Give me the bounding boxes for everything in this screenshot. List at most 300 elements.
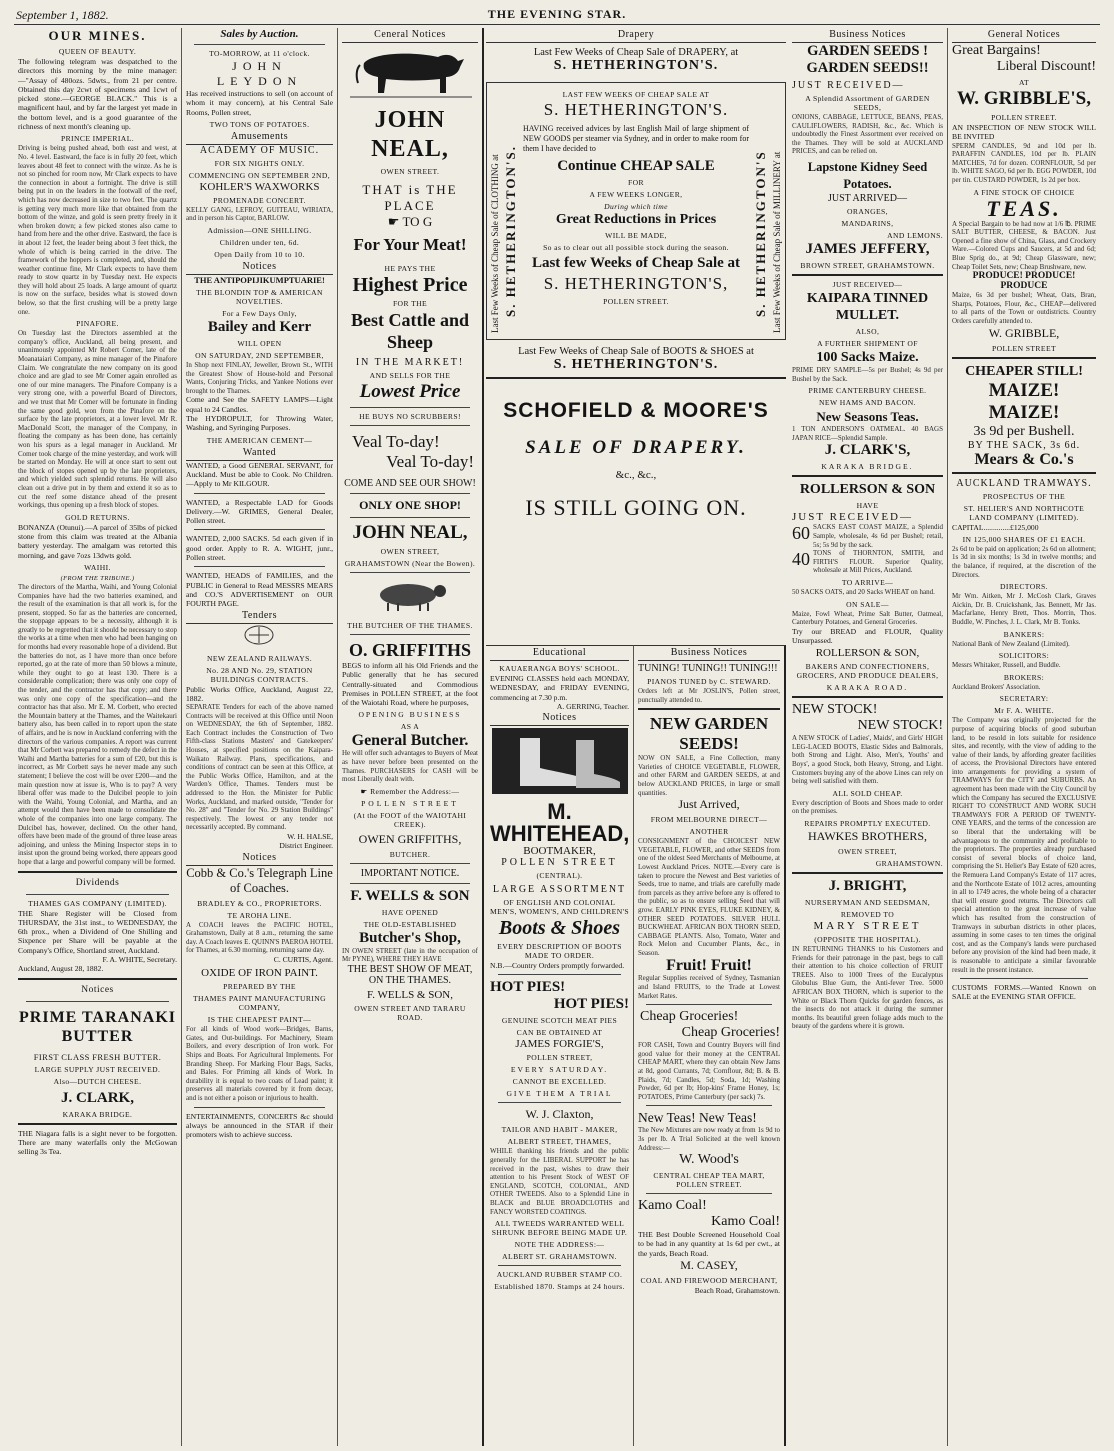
rubber-stamp: AUCKLAND RUBBER STAMP CO. — [496, 1270, 623, 1280]
pointing-hand-icon-2: ☛ — [360, 786, 371, 796]
hetherington-left: S. HETHERINGTON'S. — [503, 145, 518, 317]
candles-list: SPERM CANDLES, 9d and 10d per lb. PARAFFIN CANDLES, 10d per lb. PLAIN MATCHES, 7d for dozen. CORNFLOUR, 5d per lb. WHITE SAGO, 6d per lb. EGG POWDER, 10d per tin. CUSTARD POWDER, 1s 2d per box. — [952, 141, 1096, 184]
column-business-2 — [634, 645, 786, 1446]
large-assortment: LARGE ASSORTMENT — [492, 884, 627, 896]
karaka-bridge: KARAKA BRIDGE. — [62, 1109, 133, 1119]
engineer: District Engineer. — [279, 841, 333, 851]
clear-stock: So as to clear out all possible stock during the season. — [543, 243, 729, 252]
business-header-2: Business Notices — [638, 646, 780, 661]
nz-railways: NEW ZEALAND RAILWAYS. — [206, 653, 313, 663]
new-teas: New Teas! New Teas! — [638, 1110, 757, 1126]
oranges: ORANGES, — [847, 206, 888, 216]
veal-1: Veal To-day! — [352, 432, 440, 451]
albert-grahamstown: ALBERT ST. GRAHAMSTOWN. — [502, 1252, 617, 1262]
railway-crest-icon — [186, 624, 332, 646]
wanted-2: WANTED, a Respectable LAD for Goods Delivery.—W. GRIMES, General Dealer, Pollen street. — [186, 497, 333, 526]
waihi-text: The directors of the Martha, Waihi, and Young Colonial Companies have had the two batteries examined, and the result of the examination is that all work is, for the present, stopped. So far as the batteries are concerned, the stoppage appears to be a necessity, although it is greatly to be regretted that it should be necessary to stop the works at a time when men who had been hanging on for months had every reasonable hope of a dividend. But the batteries do not, as I have more than once before reported, go at the rate of more than 50 blows a minute, while they ought to go at least 130. There is a considerable complication; there was only one copy of the tender, and the contractor has that copy; and there was only one copy of the specification—and the contractor has that also. Mr E. M. Corbett, who erected the Mountain battery at the Thames, and the Waitekauri battery also, has been called in to report upon the state of affairs, and he is now in Auckland conferring with the directors of the various companies. A report was current that Mr Corbett was prepared to remedy the defect in the Waihi and Martha batteries for a sum of £20, but this is incorrect, as Mr Corbett says he never made any such statement; I believe the cost will be over £200—and the main question now at issue is, Who is to pay? A very liberal offer was made to the Dulcibel people to join with the Waihi, Young Colonial, and Martha, and an attempt would then have been made to consolidate the whole of the companies into one large company. The Dulcibel has, however, declined. On the other hand, offers have been made of the ground of three lease areas adjoining, and unless the Mining Inspector steps in to insist upon the ground being worked, there appears good hope that a large and powerful company will be formed. — [18, 582, 178, 866]
woods: W. Wood's — [679, 1152, 739, 1168]
pollen-street-d: POLLEN STREET. — [603, 297, 669, 306]
solicitor-names: Messrs Whitaker, Russell, and Buddle. — [952, 661, 1061, 670]
to-arrive: TO ARRIVE— — [841, 577, 894, 587]
gerring: A. GERRING, Teacher. — [556, 701, 629, 711]
hams-bacon: NEW HAMS AND BACON. — [819, 398, 916, 408]
tender-text: SEPARATE Tenders for each of the above named Contracts will be received at this Office until Noon on WEDNESDAY, the 6th of September, 1882. Each Contract includes the Construction of Two Fifth-class Stations Masters' and Gatekeepers' Houses, at specified positions on the Kaipara-Waikato Railway. Plans, specifications, and conditions of contract can be seen at this Office, at the Public Works Office, Hamilton, and at the Warden's Office, Thames. Tenders must be addressed to the Hon. the Minister for Public Works, Auckland, and marked outside, "Tender for No. 28" and "Tender for No. 29 Station Buildings" respectively. The lowest or any tender not necessarily accepted. By command. — [186, 703, 333, 832]
foot-creek: (At the FOOT of the WAIOTAHI CREEK). — [353, 810, 467, 829]
arrive-text: 50 SACKS OATS, and 20 Sacks WHEAT on hand. — [792, 587, 935, 596]
grahamstown: GRAHAMSTOWN (Near the Bowen). — [344, 559, 476, 568]
fine-stock: A FINE STOCK OF CHOICE — [973, 187, 1075, 197]
wells-son-2: F. WELLS & SON, — [366, 989, 453, 1002]
butcher-thames: THE BUTCHER OF THE THAMES. — [347, 621, 473, 630]
column-general — [338, 28, 484, 1446]
cheap-groceries: Cheap Groceries! — [640, 1009, 739, 1025]
etc: &c., &c., — [615, 469, 657, 481]
albert-street: ALBERT STREET, THAMES, — [507, 1137, 612, 1147]
fa-white: Mr F. A. WHITE. — [994, 706, 1054, 716]
capital: CAPITAL..............£125,000 — [952, 522, 1039, 532]
rollerson: ROLLERSON & SON — [799, 482, 936, 498]
te-aroha: TE AROHA LINE. — [227, 910, 292, 920]
opening-business: OPENING BUSINESS — [358, 710, 462, 720]
gribble-2: W. GRIBBLE, — [988, 325, 1060, 340]
sheep-icon — [342, 577, 480, 613]
by-sack: BY THE SACK, 3s 6d. — [967, 439, 1081, 451]
commencing: COMMENCING ON SEPTEMBER 2ND, — [188, 170, 331, 180]
pinafore-heading: PINAFORE. — [76, 319, 119, 329]
owen-griffiths: OWEN GRIFFITHS, — [358, 831, 462, 846]
having-text: HAVING received advices by last English Mail of large shipment of NEW GOODS per steamer via Sydney, and in order to make room for them I have decided to — [523, 124, 749, 153]
in-market: IN THE MARKET! — [355, 357, 465, 368]
entertainments: ENTERTAINMENTS, CONCERTS &c should always be announced in the STAR if their promoters wish to achieve success. — [186, 1111, 333, 1140]
evening-classes: EVENING CLASSES held each MONDAY, WEDNESDAY, and FRIDAY EVENING, commencing at 7.30 p.m. — [490, 674, 629, 702]
veal-2: Veal To-day! — [386, 452, 474, 471]
oxide-paint: OXIDE OF IRON PAINT. — [201, 967, 318, 980]
great-bargains: Great Bargains! — [952, 43, 1041, 58]
splendid: A Splendid Assortment of GARDEN SEEDS, — [805, 94, 930, 112]
gas-text: THE Share Register will be Closed from THURSDAY, the 31st inst., to WEDNESDAY, the 6th prox., when a Dividend of One Shilling and Sixpence per Share will be payable at the Company's Office, Shortland street, Auckland. — [18, 908, 177, 955]
on-sale-text: Maize, Fowl Wheat, Prime Salt Butter, Oatmeal, Canterbury Potatoes, and General Groceries. — [792, 609, 943, 627]
hospital: (OPPOSITE THE HOSPITAL). — [814, 935, 921, 945]
last-cheap: Last few Weeks of Cheap Sale at — [531, 255, 741, 271]
for-the: FOR THE — [392, 299, 428, 308]
also: ALSO, — [855, 326, 880, 336]
will-be-made: WILL BE MADE, — [605, 231, 667, 240]
tomorrow: TO-MORROW, at 11 o'clock. — [209, 49, 310, 58]
new-seasons-teas: New Seasons Teas. — [816, 409, 919, 425]
pollen-street: POLLEN STREET — [361, 798, 459, 808]
station-contracts: No. 28 AND No. 29, STATION BUILDINGS CONTRACTS. — [206, 665, 313, 684]
kaipara: KAIPARA TINNED MULLET. — [806, 290, 929, 323]
hot-pies-2: HOT PIES! — [553, 996, 629, 1013]
niagara-text: THE Niagara falls is a sight never to be forgotten. There are many waterfalls only the McGowan selling 3s Tea. — [18, 1128, 177, 1157]
gold-text: BONANZA (Otunui).—A parcel of 35lbs of picked stone from this claim was treated at the Albania battery yesterday. The amalgam was retorted this morning, and gave 7ozs 13dwts gold. — [18, 522, 177, 560]
can-be-obtained: CAN BE OBTAINED AT — [516, 1028, 603, 1038]
sale-of-drapery: SALE OF DRAPERY. — [525, 437, 747, 458]
queen-heading: QUEEN OF BEAUTY. — [58, 47, 137, 56]
coal-merchant: COAL AND FIREWOOD MERCHANT, — [640, 1276, 778, 1286]
nurseryman: NURSERYMAN AND SEEDSMAN, — [805, 898, 930, 908]
notices-header-4: Notices — [490, 711, 629, 726]
drapery-top-line: Last Few Weeks of Cheap Sale of DRAPERY, at — [533, 47, 739, 58]
casey: M. CASEY, — [680, 1258, 738, 1273]
schofield: SCHOFIELD & MOORE'S — [503, 399, 769, 422]
hetherington-2: S. HETHERINGTON'S. — [543, 100, 729, 119]
directors-list: Mr Wm. Aitken, Mr J. McCosh Clark, Graves Aickin, Dr. B. Cruickshank, Jas. Bennett, Mr Jas. Macfarlane, Henry Brett, Thos. Morrin, Thos. Buddle, W. Pinches, J. L. Clark, Mr B. Tonks. — [952, 592, 1096, 626]
cobb-coaches: Cobb & Co.'s Telegraph Line of Coaches. — [186, 865, 333, 895]
lowest-price: Lowest Price — [359, 381, 461, 402]
bull-icon — [342, 43, 480, 101]
come-see: COME AND SEE OUR SHOW! — [344, 478, 476, 489]
cheap-groceries-2: Cheap Groceries! — [681, 1025, 780, 1041]
promenade: PROMENADE CONCERT. — [213, 195, 306, 205]
address — [342, 787, 478, 796]
antipo: THE ANTIPOPIJIKUMPTUARIE! — [194, 275, 325, 286]
notices-header: Notices — [81, 984, 114, 995]
great-reductions: Great Reductions in Prices — [555, 212, 717, 227]
shares: IN 125,000 SHARES OF £1 EACH. — [962, 534, 1086, 544]
general-header-2: General Notices — [952, 28, 1096, 43]
dividends-header: Dividends — [75, 877, 120, 888]
lemons: AND LEMONS. — [887, 230, 943, 240]
central: (CENTRAL). — [536, 871, 583, 881]
further-shipment: A FURTHER SHIPMENT OF — [817, 338, 918, 348]
st-heliers: ST. HELIER'S AND NORTHCOTE LAND COMPANY (LIMITED). — [963, 503, 1085, 522]
coach-text: A COACH leaves the PACIFIC HOTEL, Grahamstown, Daily at 8 a.m., returning the same day. A Coach leaves E. QUINN'S PAEROA HOTEL for Thames, at 6.30 morning, returning same day. — [186, 920, 333, 955]
cement: THE AMERICAN CEMENT— — [206, 435, 313, 445]
blondin: THE BLONDIN TOP & AMERICAN NOVELTIES. — [196, 288, 323, 307]
millinery-vertical: Last Few Weeks of Cheap Sale of MILLINERY at — [772, 151, 782, 333]
shares-text: 2s 6d to be paid on application; 2s 6d on allotment; 1s 3d in six months; 1s 3d in twelve months; and the balance, if required, at the discretion of the Directors. — [952, 544, 1096, 579]
maize-maize: MAIZE! MAIZE! — [988, 379, 1060, 423]
broker-names: Auckland Brokers' Association. — [952, 682, 1041, 691]
removed: REMOVED TO — [840, 910, 895, 920]
sales-auction: Sales by Auction. — [220, 28, 299, 40]
grahamstown-6: GRAHAMSTOWN. — [875, 859, 943, 869]
boots-shoes: Boots & Shoes — [498, 917, 621, 940]
gold-heading: GOLD RETURNS. — [65, 512, 130, 522]
hetherington-top: S. HETHERINGTON'S. — [553, 58, 719, 73]
garden-seeds-2: GARDEN SEEDS!! — [806, 60, 929, 76]
newspaper-title: THE EVENING STAR. — [487, 7, 627, 21]
forgie: JAMES FORGIE'S, — [515, 1038, 604, 1051]
waihi-source: (FROM THE TRIBUNE.) — [60, 574, 135, 582]
that-is: THAT is THE PLACE — [362, 182, 458, 213]
wanted-header: Wanted — [186, 446, 333, 461]
old-established: THE OLD-ESTABLISHED — [363, 919, 457, 929]
griffiths: O. GRIFFITHS — [348, 640, 472, 660]
karaka-road: KARAKA ROAD. — [826, 683, 909, 693]
few-weeks: A FEW WEEKS LONGER, — [589, 190, 683, 199]
just-received-3: JUST RECEIVED— — [792, 511, 913, 524]
general-notices-header: Ceneral Notices — [342, 28, 478, 43]
kohler: KOHLER'S WAXWORKS — [199, 180, 320, 193]
for-meat: For Your Meat! — [353, 235, 467, 254]
forty: 40 — [792, 549, 810, 570]
bright: J. BRIGHT, — [828, 878, 907, 895]
last-few: LAST FEW WEEKS OF CHEAP SALE AT — [562, 90, 710, 99]
at-7: AT — [1018, 78, 1030, 87]
prince-text: Driving is being pushed ahead, both east and west, at No. 4 level. Eastward, the face is in fully 20 feet, which leaves about 48 feet to connect with the winze. As he is not so pinched for room now, Mr Clark expects to have the connection in about a fortnight. The drive is still being put in on the leaders in the footwall of the reef, which has now decreased in size to two feet. The quartz is getting very much more like that obtained from the bottom of the winze, and gold is seen pretty freely in it when broken down; a few picked stones also came to hand from here and the other drive. Eastward, the face is in about 12 feet, the leader being about 3 feet thick, the whole of which is being carried in the drive. The framework of the hoppers is completed, and, should the weather continue fine, Mr Clark expects to have them ready to stow quartz in by Tuesday next. He expects they will hold about 25 loads. A large amount of quartz is now on the surface, besides what is stowed down below, so that the first crushing will be a pretty large one. — [18, 144, 177, 316]
auckland-tramways: AUCKLAND TRAMWAYS. — [956, 477, 1092, 489]
continue-sale: Continue CHEAP SALE — [557, 158, 715, 174]
griffiths-offer: He will offer such advantages to Buyers of Meat as have never before been presented on the Thames. PURCHASERS for CASH will be most Liberally dealt with. — [342, 749, 478, 784]
first-class: FIRST CLASS FRESH BUTTER. — [33, 1051, 162, 1062]
butcher: BUTCHER. — [389, 849, 431, 859]
curtis: C. CURTIS, Agent. — [273, 954, 333, 964]
bushell: 3s 9d per Bushell. — [973, 423, 1075, 439]
every-description: EVERY DESCRIPTION OF BOOTS MADE TO ORDER. — [497, 942, 622, 961]
kamo-coal-2: Kamo Coal! — [711, 1214, 780, 1230]
highest-price: Highest Price — [352, 274, 468, 296]
karaka-bridge-6: KARAKA BRIDGE. — [821, 462, 914, 472]
hetherington-right: S. HETHERINGTON'S — [753, 150, 768, 317]
hydropult: The HYDROPULT, for Throwing Water, Washing, and Syringing Purposes. — [186, 414, 333, 433]
tuning-text: Orders left at Mr JOSLIN'S, Pollen street, punctually attended to. — [638, 687, 780, 704]
prince-heading: PRINCE IMPERIAL. — [60, 134, 135, 144]
consignment: CONSIGNMENT of the CHOICEST NEW VEGETABLE, FLOWER, and other SEEDS from one of the oldest Seed Merchants of Melbourne, at Lowest Auckland Prices. NOTE.—Every care is taken to procure the Newest and Best varieties of Seeds, true to name, and trials are carefully made from parcels as they arrive before any is offered to the public, so as to ensure selling Seed that will grow. EARLY PINK EYES, FLUKE KIDNEY, & OTHER SEED POTATOES. SILVER HULL BUCKWHEAT. AFRICAN BOX THORN SEED, CABBAGE PLANTS. Also, Tomato, Water and Rock Melon and Cucumber Plants, &c., in Season. — [638, 837, 780, 957]
thames-paint: THAMES PAINT MANUFACTURING COMPANY, — [192, 994, 327, 1013]
column-mines — [14, 28, 182, 1446]
solicitors: SOLICITORS: — [998, 651, 1050, 661]
boot-icon — [490, 726, 630, 796]
new-stock-2: NEW STOCK! — [857, 718, 943, 734]
halse: W. H. HALSE, — [287, 832, 333, 841]
gribble: W. GRIBBLE'S, — [957, 88, 1091, 109]
repairs: REPAIRS PROMPTLY EXECUTED. — [804, 819, 931, 829]
two-tons: TWO TONS OF POTATOES. — [209, 119, 310, 129]
pollen-street-4: POLLEN STREET — [501, 857, 618, 869]
to-go — [342, 214, 478, 230]
hawkes: HAWKES BROTHERS, — [807, 829, 928, 844]
amusements-header: Amusements — [186, 130, 333, 145]
brown-street: BROWN STREET, GRAHAMSTOWN. — [800, 260, 935, 270]
sixty-text: SACKS EAST COAST MAIZE, a Splendid Sample, wholesale, 4s 6d per Bushel; retail, 5s; 5s 9d by the sack. — [813, 523, 943, 549]
new-stock: NEW STOCK! — [792, 702, 878, 718]
new-garden: NEW GARDEN SEEDS! — [649, 714, 769, 754]
stock-text: A NEW STOCK of Ladies', Maids', and Girls' HIGH LEG-LACED BOOTS, Elastic Sides and Balmorals, both Strong and Light. Also, Men's, Youths' and Boys', a good Stock, both Heavy, Strong, and Light. Customers buying any of the above Lines can rely on being well satisfied with them. — [792, 734, 943, 786]
safety-lamps: Come and See the SAFETY LAMPS—Light equal to 24 Candles. — [186, 395, 333, 414]
wanted-4: WANTED, HEADS of FAMILIES, and the PUBLIC in General to Read MESSRS MEARS and CO.'S ADVERTISEMENT on OUR FOURTH PAGE. — [186, 571, 333, 609]
oatmeal: 1 TON ANDERSON'S OATMEAL. 40 BAGS JAPAN RICE—Splendid Sample. — [792, 425, 943, 442]
groceries-text: FOR CASH, Town and Country Buyers will find good value for their money at the CENTRAL CHEAP MART, where they can obtain New Jams at 8d, good Currants, 7d; Cornflour, 8d; B. & B. Plaids, 7d; Candles, 5d; Soda, 1d; Washing Powder, 6d per lb; Hop-kins' Frame Honey, 1s; POTATOES, Prime Canterbury (per sack) 7s. — [638, 1041, 780, 1101]
drapery-header: Drapery — [486, 28, 786, 43]
fruit: Fruit! Fruit! — [666, 957, 752, 975]
hot-pies-1: HOT PIES! — [490, 979, 566, 996]
central-mart: CENTRAL CHEAP TEA MART, POLLEN STREET. — [653, 1171, 765, 1190]
melbourne: FROM MELBOURNE DIRECT— — [650, 815, 768, 825]
sacks-maize: 100 Sacks Maize. — [816, 349, 919, 365]
as-a: AS A — [400, 722, 420, 732]
secretary: SECRETARY: — [999, 694, 1049, 704]
paint-text: For all kinds of Wood work—Bridges, Barns, Gates, and Out-buildings. For Machinery, Steam Boilers, and every description of Iron work. For Ships and Boats. For Agricultural Implements. For Branding Sheep. For Marking Flour Bags, Sacks, and Bales. For Priming all kinds of Work. In durability it is equal to two coats of Lead paint; it preserves all materials covered by it from decay, and is not either a poison or injurious to health. — [186, 1025, 333, 1103]
have-opened: HAVE OPENED — [381, 907, 439, 917]
saturday: ON SATURDAY, 2ND SEPTEMBER, — [195, 351, 324, 361]
no-scrubbers: HE BUYS NO SCRUBBERS! — [359, 412, 461, 421]
forty-text: TONS of THORNTON, SMITH, and FIRTH'S FLOUR. Superior Quality, wholesale at Mill Prices, Auckland. — [813, 549, 943, 575]
just-arrived-6: JUST ARRIVED— — [828, 192, 907, 204]
fruit-text: Regular Supplies received of Sydney, Tasmanian and Island FRUITS, to the Trade at Lowest Market Rates. — [638, 974, 780, 1000]
kamo-text: THE Best Double Screened Household Coal to be had in any quantity at 1s 6d per cwt., at the yards, Beach Road. — [638, 1230, 780, 1258]
all-sold: ALL SOLD CHEAP. — [832, 788, 903, 798]
waihi-heading: WAIHI. — [84, 562, 111, 572]
teas-7: TEAS. — [986, 195, 1062, 221]
wells-text: IN OWEN STREET (late in the occupation of Mr PYNE), WHERE THEY HAVE — [342, 946, 478, 964]
clarks: J. CLARK'S, — [824, 442, 911, 459]
pw-office: Public Works Office, Auckland, August 22, 1882. — [186, 684, 333, 703]
general-butcher: General Butcher. — [351, 732, 469, 750]
notices-header-2: Notices — [186, 260, 333, 275]
directors: DIRECTORS. — [1000, 582, 1048, 592]
still-going: IS STILL GOING ON. — [525, 495, 747, 520]
teas-text: The New Mixtures are now ready at from 1s 9d to 3s per lb. A Trial Solicited at the well known Address:— — [638, 1126, 780, 1152]
pollen-7b: POLLEN STREET — [991, 343, 1057, 353]
bank-name: National Bank of New Zealand (Limited). — [952, 639, 1070, 648]
bright-text: IN RETURNING THANKS to his Customers and Friends for their patronage in the past, begs to call their attention to his choice collection of FRUIT TREES. Also to 1000 Trees of the Eucalyptus Globulus Blue Gum, the Anti-fever Tree. 5000 AFRICAN BOX THORN, which is superior to the White or Black Thorn Quicks for garden fences, as the insects do not attack it during the summer months. Its beautiful green foliage adds much to the beauty of the gardens where it is grown. — [792, 945, 943, 1031]
prime-dry: PRIME DRY SAMPLE—5s per Bushel; 4s 9d per Bushel by the Sack. — [792, 365, 943, 383]
six-nights: FOR SIX NIGHTS ONLY. — [214, 158, 305, 168]
wanted-3: WANTED, 2,000 SACKS. 5d each given if in good order. Apply to R. A. WIGHT, junr., Pollen street. — [186, 534, 333, 563]
mines-heading: OUR MINES. — [48, 28, 147, 43]
will-open: WILL OPEN — [237, 339, 282, 349]
claxton-text: WHILE thanking his friends and the public generally for the LIBERAL SUPPORT he has received in the past, wishes to draw their attention to his Present Stock of WEST OF ENGLAND, SCOTCH, COLONIAL, AND OTHER TWEEDS. Also to a Splendid Line in BLACK and BLUE BROADCLOTHS and FANCY WORSTED COATINGS. — [490, 1147, 629, 1216]
cheapest: IS THE CHEAPEST PAINT— — [207, 1015, 312, 1025]
rollerson-2: ROLLERSON & SON, — [815, 647, 920, 660]
issue-date: September 1, 1882. — [16, 8, 109, 22]
best-cattle: Best Cattle and Sheep — [351, 310, 469, 352]
lapstone: Lapstone Kidney Seed Potatoes. — [807, 159, 928, 191]
children-price: Children under ten, 6d. — [219, 238, 300, 248]
boots-line: Last Few Weeks of Cheap Sale of BOOTS & SHOES at — [518, 346, 754, 357]
brokers: BROKERS: — [1003, 672, 1045, 682]
owen-tararu: OWEN STREET AND TARARU ROAD. — [354, 1004, 466, 1023]
clothing-vertical: Last Few Weeks of Cheap Sale of CLOTHING at — [490, 154, 500, 333]
just-arrived-5: Just Arrived, — [678, 797, 740, 812]
claxton: W. J. Claxton, — [525, 1107, 594, 1122]
during: During which time — [604, 202, 668, 211]
notices-header-3: Notices — [186, 851, 333, 866]
sixty-row — [792, 523, 943, 549]
try-bread: Try our BREAD and FLOUR, Quality Unsurpassed. — [792, 626, 943, 645]
garden-seeds: GARDEN SEEDS ! — [807, 43, 928, 59]
kauaeranga: KAUAERANGA BOYS' SCHOOL. — [499, 664, 620, 673]
genuine-pies: GENUINE SCOTCH MEAT PIES — [501, 1016, 618, 1026]
another: ANOTHER — [689, 827, 729, 837]
kamo-coal: Kamo Coal! — [638, 1198, 707, 1214]
admission: Admission—ONE SHILLING. — [207, 226, 312, 236]
jeffery: JAMES JEFFERY, — [805, 240, 930, 257]
column-business-3 — [788, 28, 948, 1446]
business-header-3: Business Notices — [792, 28, 943, 43]
wanted-1: WANTED, a Good GENERAL SERVANT, for Auckland. Must be able to Cook. No Children.—Apply to Mr KILGOUR. — [186, 460, 333, 489]
few-days: For a Few Days Only, — [222, 309, 297, 319]
english-colonial: OF ENGLISH AND COLONIAL MEN'S, WOMEN'S, AND CHILDREN'S — [490, 898, 629, 917]
just-received-2: JUST RECEIVED— — [832, 279, 903, 289]
educational-header: Educational — [490, 646, 629, 661]
whitehead: M. WHITEHEAD, — [490, 799, 630, 847]
mears: Mears & Co.'s — [974, 450, 1074, 468]
owen-street-2: OWEN STREET, — [380, 547, 440, 556]
mary-street: MARY STREET — [813, 920, 922, 933]
open-daily: Open Daily from 10 to 10. — [214, 250, 305, 260]
column-auction — [182, 28, 338, 1446]
bootmaker: BOOTMAKER, — [523, 845, 596, 858]
important-notice: IMPORTANT NOTICE. — [360, 867, 460, 879]
dutch-cheese: Also—DUTCH CHEESE. — [53, 1076, 142, 1086]
garden-text: NOW ON SALE, a Fine Collection, many Varieties of CHOICE VEGETABLE, FLOWER, and other FARM and GARDEN SEEDS, at and below AUCKLAND PRICES, in large or small quantities. — [638, 754, 780, 797]
sells-for: AND SELLS FOR THE — [369, 371, 451, 380]
produce: PRODUCE! PRODUCE! PRODUCE — [972, 271, 1076, 292]
teas-7-text: A Special Bargain to be had now at 1/6 ℔. PRIME SALT BUTTER, CHEESE, & BACON. Just Opened a fine show of China, Glass, and Crockery Ware.—Colored Cups and Saucers, at 5d and 6d; Blue Sprig do., at 9d; Cheap Glassware, new; Cheap Toilet Sets, new; Cheap Brushware, new. — [952, 219, 1096, 271]
liberal-discount: Liberal Discount! — [996, 59, 1096, 74]
leydon-name: JOHN LEYDON — [216, 59, 303, 88]
prospectus-text: The Company was originally projected for the purpose of acquiring blocks of good suburban land, to be resold in lots suitable for residence sites, and recently, with the view of adding to the value of their lands, by affording greater facilities of access, the Provisional Directors have entered into arrangements for providing a system of TRAMWAYS for the CITY and SUBURBS. An agreement has been made with the City Council by which the Company has secured the EXCLUSIVE RIGHT TO CONSTRUCT AND WORK SUCH TRAMWAYS FOR A PERIOD OF TWENTY-ONE YEARS, and the terms of the concession are so liberal that the undertaking will be advantageous to the community and profitable to the proprietors. The properties already purchased consist of several blocks of choice land, comprising the St. Helier's Bay Estate of 620 acres, the Remuera Land Company's Estate of 117 acres, and the Northcote Estate of 1012 acres, amounting in all to 1749 acres, the whole being of a character that will ensure good returns. The Directors call special attention to the great increase of value which has resulted from the construction of Tramways in suburban districts in other places, assuming in some cases to ten times the original cost, and as the Company's lands were purchased before any provision of the kind had been made, it is reasonable to anticipate a similar favourable result in the present instance. — [952, 716, 1096, 974]
tenders-header: Tenders — [186, 609, 333, 624]
to-go-text: TO G — [402, 214, 433, 229]
customs-forms: CUSTOMS FORMS.—Wanted Known on SALE at the EVENING STAR OFFICE. — [952, 983, 1096, 1002]
pointing-hand-icon: ☛ — [387, 214, 403, 229]
drapery-section — [486, 28, 786, 645]
beach-road: Beach Road, Grahamstown. — [694, 1286, 780, 1296]
john-neal: JOHN NEAL, — [371, 107, 449, 162]
inspection: AN INSPECTION OF NEW STOCK WILL BE INVITED — [952, 123, 1096, 142]
country-orders: N.B.—Country Orders promptly forwarded. — [490, 961, 625, 971]
established: Established 1870. Stamps at 24 hours. — [494, 1282, 625, 1292]
butchers-shop: Butcher's Shop, — [359, 929, 461, 946]
pollen-7: POLLEN STREET. — [991, 113, 1057, 122]
produce-text: Maize, 6s 3d per bushel; Wheat, Oats, Bran, Sharps, Potatoes, Flour, &c., CHEAP—delivered to all parts of the Town or outdistricts. Country Orders carefully attended to. — [952, 291, 1096, 325]
have: HAVE — [856, 501, 879, 511]
leydon-text: Has received instructions to sell (on account of whom it may concern), at his Central Sale Rooms, Pollen street, — [186, 89, 333, 117]
note-address: NOTE THE ADDRESS:— — [514, 1240, 605, 1250]
academy: ACADEMY OF MUSIC. — [199, 144, 320, 156]
bakers: BAKERS AND CONFECTIONERS, GROCERS, AND PRODUCE DEALERS, — [796, 662, 939, 681]
bradley: BRADLEY & CO., PROPRIETORS. — [197, 898, 322, 908]
pollen-street-forgie: POLLEN STREET, — [526, 1053, 593, 1063]
tuning: TUNING! TUNING!! TUNING!!! — [638, 663, 778, 674]
on-sale: ON SALE— — [846, 599, 889, 609]
queen-text: The following telegram was despatched to the directors this morning by the mine manager:—"Assay of 480ozs. 5dwts., from 21 per centre. Obtained this day 2cwt of specimens and 1cwt of picked stone.—GEORGE BLACK." This is a magnificent haul, and by far the largest yet made in the bottom level, and is a good guarantee of the richness of next month's cleaning up. — [18, 57, 177, 132]
for: FOR — [628, 178, 644, 187]
hetherington-4: S. HETHERINGTON'S. — [553, 357, 719, 372]
tweeds-warranted: ALL TWEEDS WARRANTED WELL SHRUNK BEFORE BEING MADE UP. — [491, 1219, 628, 1238]
give-trial: GIVE THEM A TRIAL — [506, 1089, 613, 1099]
address-text: Remember the Address:— — [370, 786, 460, 796]
hetherington-box — [486, 82, 786, 340]
column-general-2 — [948, 28, 1100, 1446]
performers: KELLY GANG, LEFROY, GUITEAU, WIRIATA, and in person his Captor, BARLOW. — [186, 205, 333, 223]
only-one: ONLY ONE SHOP! — [359, 498, 461, 512]
wells-son: F. WELLS & SON — [350, 887, 470, 904]
hetherington-3: S. HETHERINGTON'S, — [543, 274, 729, 293]
canterbury-cheese: PRIME CANTERBURY CHEESE. — [808, 386, 927, 396]
seeds-text: ONIONS, CABBAGE, LETTUCE, BEANS, PEAS, CAULIFLOWERS, RADISH, &c., &c. Which is undoubtedly the Finest Assortment ever received on the Thames. They will be sold at AUCKLAND PRICES, and can be relied on. — [792, 113, 943, 156]
column-educational — [486, 645, 634, 1446]
owen-street: OWEN STREET. — [380, 167, 440, 176]
thames-gas: THAMES GAS COMPANY (LIMITED). — [28, 898, 167, 908]
prepared: PREPARED BY THE — [223, 982, 296, 992]
clark-name: J. CLARK, — [61, 1089, 134, 1106]
prime-butter: PRIME TARANAKI BUTTER — [19, 1008, 176, 1045]
gas-signature: F. A. WHITE, Secretary. — [102, 954, 177, 964]
cheaper-still: CHEAPER STILL! — [965, 363, 1083, 379]
boots-made: Every description of Boots and Shoes made to order on the premises. — [792, 798, 943, 816]
blondin-text: In Shop next FINLAY, Jeweller, Brown St., WITH the Greatest Show of House-hold and Personal Wants, Conjuring Tricks, and Yankee Notions ever brought to the Thames. — [186, 361, 333, 395]
gas-date: Auckland, August 28, 1882. — [18, 964, 104, 974]
bailey-kerr: Bailey and Kerr — [207, 319, 312, 336]
forty-row — [792, 549, 943, 575]
bankers: BANKERS: — [1003, 629, 1045, 639]
mandarins: MANDARINS, — [841, 218, 894, 228]
